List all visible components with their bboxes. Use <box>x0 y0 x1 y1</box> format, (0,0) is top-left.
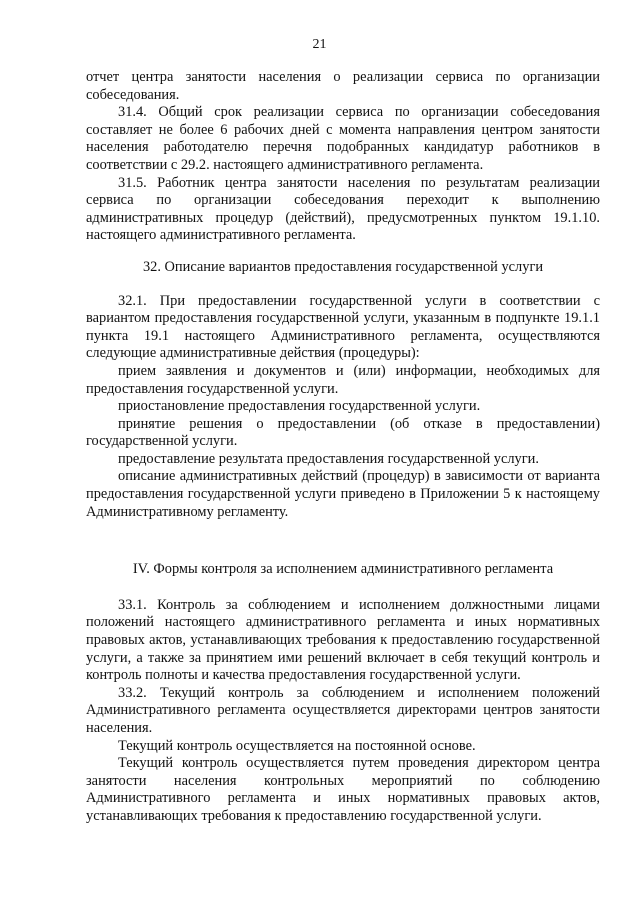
section-iv-heading: IV. Формы контроля за исполнением административного регламента <box>132 561 554 578</box>
page-number: 21 <box>312 37 327 52</box>
paragraph: отчет центра занятости населения о реализации сервиса по организации собеседования. <box>86 69 600 103</box>
section-32-heading: 32. Описание вариантов предоставления государственной услуги <box>142 258 544 275</box>
list-item: предоставление результата предоставления государственной услуги. <box>118 450 539 467</box>
paragraph-31-5: 31.5. Работник центра занятости населения по результатам реализации сервиса по организации собеседования переходит к выполнению административных процедур (действий), предусмотренных пунктом 19.1.10. настоящего административного регламента. <box>86 174 600 244</box>
paragraph-33-1: 33.1. Контроль за соблюдением и исполнением должностными лицами положений настоящего административного регламента и иных нормативных правовых актов, устанавливающих требования к предоставлению государственной услуги, а также за принятием ими решений включает в себя текущий контроль и контроль полноты и качества предоставления государственной услуги. <box>86 596 600 684</box>
paragraph-31-4: 31.4. Общий срок реализации сервиса по организации собеседования составляет не более 6 рабочих дней с момента направления центром занятости населения работодателю перечня подобранных кандидатур работников в соответствии с 29.2. настоящего административного регламента. <box>86 104 600 173</box>
list-item: принятие решения о предоставлении (об отказе в предоставлении) государственной услуги. <box>86 415 600 450</box>
paragraph-32-1: 32.1. При предоставлении государственной услуги в соответствии с вариантом предоставления государственной услуги, указанным в подпункте 19.1.1 пункта 19.1 настоящего Административного регламента, осуществляются следующие административные действия (процедуры): <box>86 292 600 362</box>
list-item: описание административных действий (процедур) в зависимости от варианта предоставления государственной услуги приведено в Приложении 5 к настоящему Административному регламенту. <box>86 468 600 520</box>
paragraph: Текущий контроль осуществляется путем проведения директором центра занятости населения контрольных мероприятий по соблюдению Административного регламента и иных нормативных правовых актов, устанавливающих требования к предоставлению государственной услуги. <box>86 755 600 824</box>
paragraph: Текущий контроль осуществляется на постоянной основе. <box>118 737 476 754</box>
list-item: приостановление предоставления государственной услуги. <box>118 398 481 415</box>
list-item: прием заявления и документов и (или) информации, необходимых для предоставления государственной услуги. <box>86 362 600 397</box>
paragraph-33-2: 33.2. Текущий контроль за соблюдением и исполнением положений Административного регламента осуществляется директорами центров занятости населения. <box>86 684 600 736</box>
document-body <box>86 69 600 826</box>
